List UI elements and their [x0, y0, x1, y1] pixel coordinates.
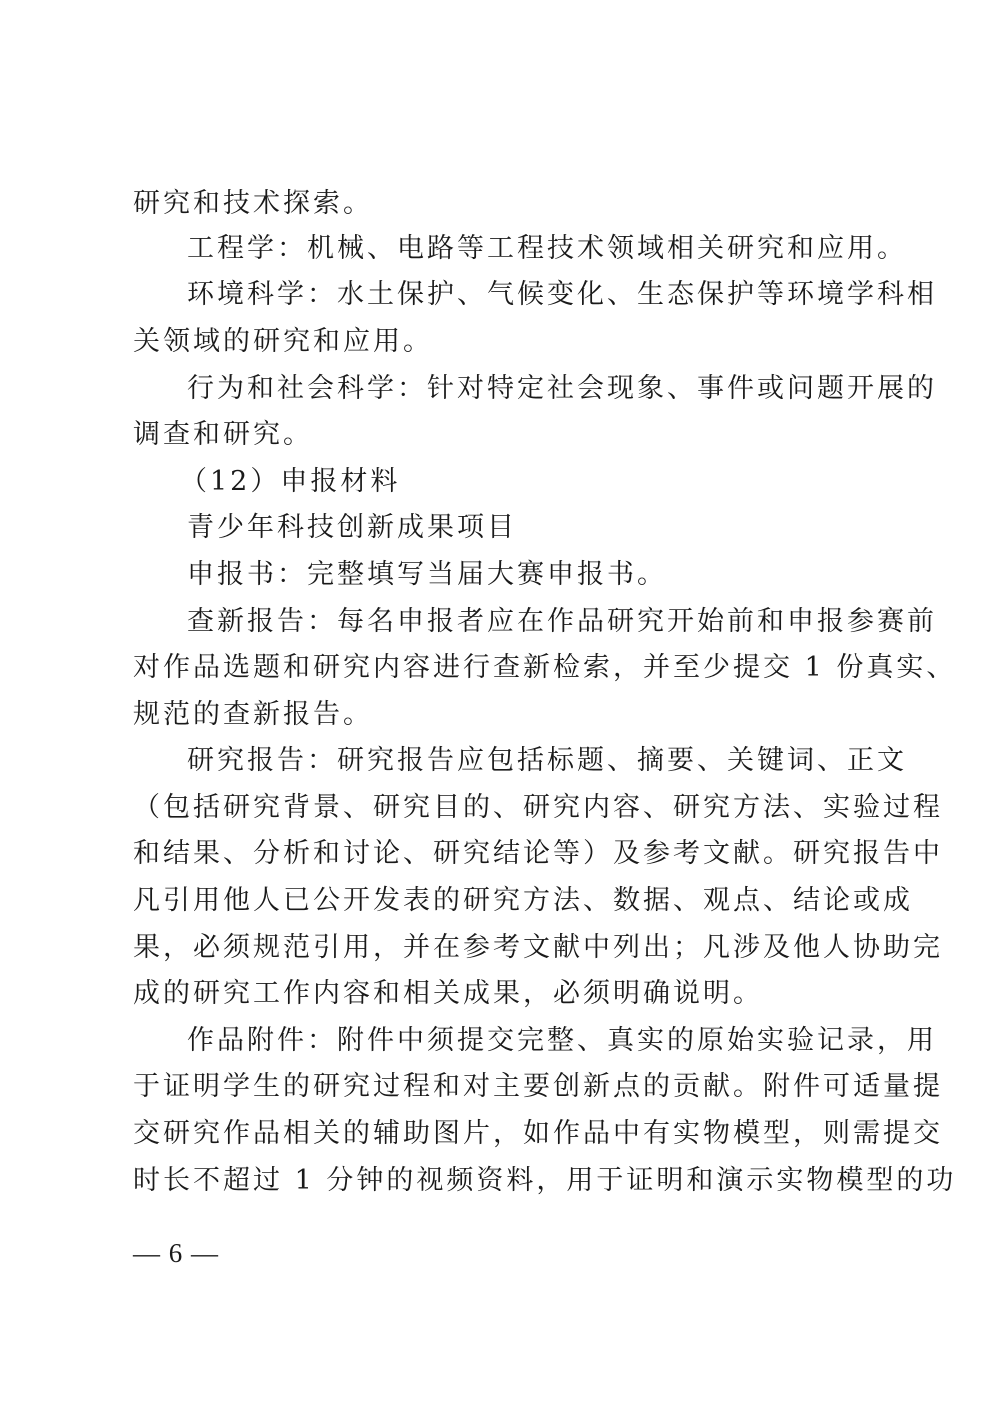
body-text-line: 果，必须规范引用，并在参考文献中列出；凡涉及他人协助完: [133, 932, 943, 963]
subsection-heading: 青少年科技创新成果项目: [187, 512, 517, 543]
section-heading: （12）申报材料: [180, 466, 401, 497]
body-text-line: 于证明学生的研究过程和对主要创新点的贡献。附件可适量提: [133, 1071, 943, 1102]
body-text-line: 研究和技术探索。: [133, 188, 373, 219]
body-text-line: 作品附件：附件中须提交完整、真实的原始实验记录，用: [187, 1025, 937, 1056]
body-text-line: 关领域的研究和应用。: [133, 326, 433, 357]
body-text-line: 成的研究工作内容和相关成果，必须明确说明。: [133, 978, 763, 1009]
body-text-line: 时长不超过 1 分钟的视频资料，用于证明和演示实物模型的功: [133, 1165, 957, 1196]
body-text-line: 调查和研究。: [133, 419, 313, 450]
body-text-line: 和结果、分析和讨论、研究结论等）及参考文献。研究报告中: [133, 838, 943, 869]
body-text-line: 凡引用他人已公开发表的研究方法、数据、观点、结论或成: [133, 885, 913, 916]
body-text-line: 对作品选题和研究内容进行查新检索，并至少提交 1 份真实、: [133, 652, 957, 683]
page-number: — 6 —: [133, 1238, 219, 1268]
body-text-line: 环境科学：水土保护、气候变化、生态保护等环境学科相: [187, 279, 937, 310]
body-text-line: 查新报告：每名申报者应在作品研究开始前和申报参赛前: [187, 606, 937, 637]
body-text-line: 行为和社会科学：针对特定社会现象、事件或问题开展的: [187, 373, 937, 404]
body-text-line: 交研究作品相关的辅助图片，如作品中有实物模型，则需提交: [133, 1118, 943, 1149]
body-text-line: 工程学：机械、电路等工程技术领域相关研究和应用。: [187, 233, 907, 264]
body-text-line: 规范的查新报告。: [133, 699, 373, 730]
body-text-line: （包括研究背景、研究目的、研究内容、研究方法、实验过程: [133, 792, 943, 823]
body-text-line: 研究报告：研究报告应包括标题、摘要、关键词、正文: [187, 745, 907, 776]
body-text-line: 申报书：完整填写当届大赛申报书。: [187, 559, 667, 590]
